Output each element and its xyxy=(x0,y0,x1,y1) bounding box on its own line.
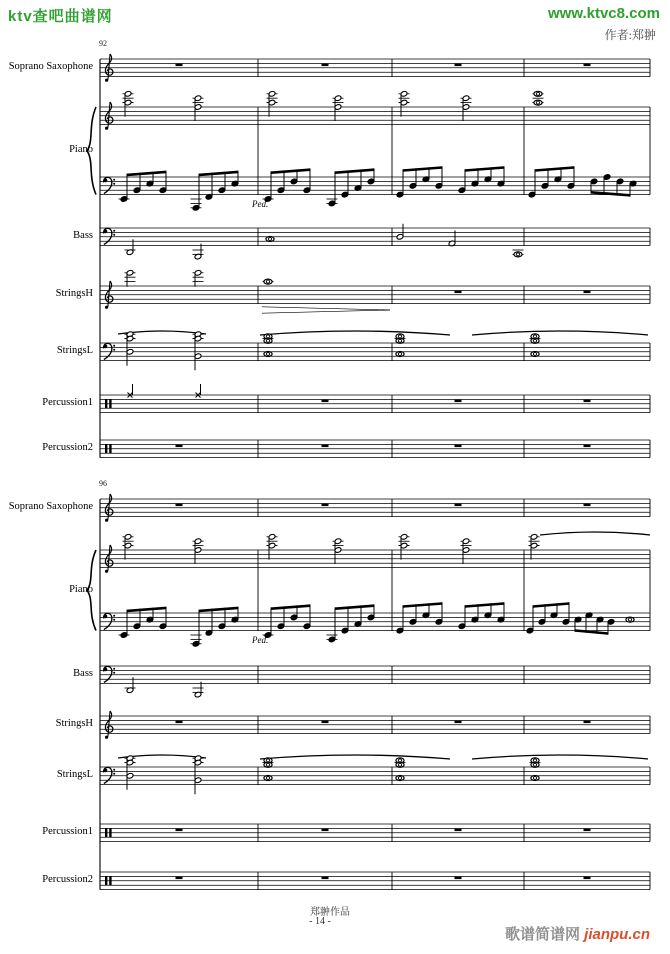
staff-label-piano-treble: Piano xyxy=(69,583,93,595)
staff-label-percussion1: Percussion1 xyxy=(42,397,93,409)
staff-label-bass: Bass xyxy=(73,230,93,242)
staff-label-stringsl: StringsL xyxy=(56,345,93,357)
page-number: - 14 - xyxy=(309,916,331,927)
footer-site-url[interactable]: jianpu.cn xyxy=(584,926,650,943)
staff-label-stringsh: StringsH xyxy=(55,288,93,300)
measure-number-92: 92 xyxy=(99,39,107,48)
footer-site-watermark xyxy=(505,923,650,944)
staff-label-stringsl: StringsL xyxy=(56,769,93,781)
author-credit: 作者:郑翀 xyxy=(604,28,656,42)
site-name-watermark[interactable]: ktv查吧曲谱网 xyxy=(8,8,113,25)
staff-label-sax: Soprano Saxophone xyxy=(8,61,93,73)
measure-number-96: 96 xyxy=(99,479,107,488)
footer-site-name: 歌谱简谱网 xyxy=(504,926,580,943)
svg-text:Ped.: Ped. xyxy=(252,635,269,645)
staff-label-percussion2: Percussion2 xyxy=(42,874,93,886)
staff-label-percussion2: Percussion2 xyxy=(42,442,93,454)
staff-label-sax: Soprano Saxophone xyxy=(8,501,93,513)
staff-label-bass: Bass xyxy=(73,668,93,680)
svg-text:Ped.: Ped. xyxy=(252,199,269,209)
footer-work-credit: 郑翀作品 xyxy=(310,907,350,918)
staff-label-percussion1: Percussion1 xyxy=(42,826,93,838)
staff-label-stringsh: StringsH xyxy=(55,718,93,730)
staff-label-piano-treble: Piano xyxy=(69,144,93,156)
site-url-watermark[interactable]: www.ktvc8.com xyxy=(548,5,660,22)
